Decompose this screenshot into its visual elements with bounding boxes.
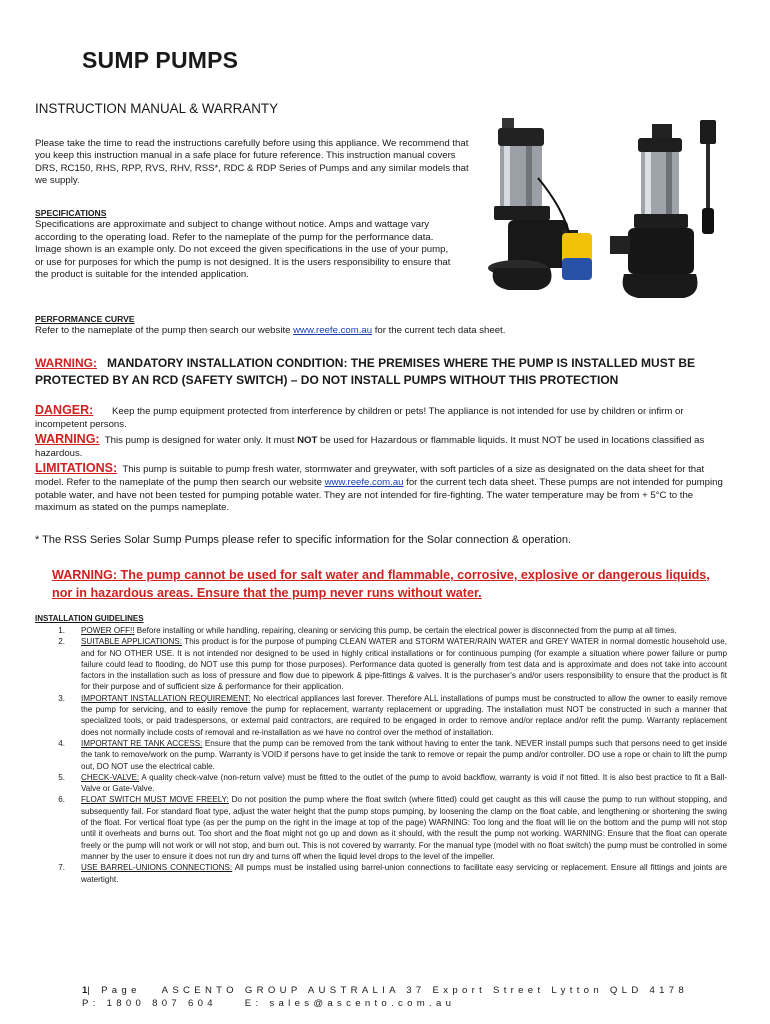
footer-email: E: sales@ascento.com.au	[244, 998, 456, 1009]
water-warning-text-after: be used for Hazardous or flammable liquids. It must NOT be used in locations classified as hazardous.	[35, 435, 705, 459]
installation-item-number: 6.	[58, 795, 65, 805]
installation-list	[35, 625, 727, 885]
performance-text	[35, 325, 735, 337]
salt-water-warning: WARNING: The pump cannot be used for salt water and flammable, corrosive, explosive or dangerous liquids, nor in hazardous areas. Ensure that the pump never runs without water.	[52, 568, 710, 600]
installation-item-text: No electrical appliances last forever. Therefore ALL installations of pumps must be constructed to allow the owner to easily remove the pump for servicing, and to easily remove the pump for replacement, warranty replacement or upgrading. The installation must NOT be constructed in such a manner that specialized tools, or paid tradespersons, or external paid contractors, are required to be engaged in order to remove and/or replace and/or refit the pump. Warranty replacement does not normally include costs of removal and re-installation as we have no control over the method of installation.	[81, 693, 727, 737]
water-only-warning	[35, 433, 730, 461]
footer-phone: P: 1800 807 604	[82, 998, 217, 1009]
intro-paragraph: Please take the time to read the instructions carefully before using this appliance. We recommend that you keep this instruction manual in a safe place for future reference. This instruction manual covers DRS, RC150, RHS, RPP, RVS, RHV, RSS*, RDC & RDP Series of Pumps and any similar models that we supply.	[35, 138, 469, 187]
installation-item-number: 3.	[58, 693, 65, 703]
installation-item-title: IMPORTANT RE TANK ACCESS:	[81, 738, 203, 748]
installation-item-title: USE BARREL-UNIONS CONNECTIONS:	[81, 863, 233, 873]
installation-item	[35, 693, 727, 738]
danger-label: DANGER:	[35, 403, 94, 417]
installation-item-number: 7.	[58, 863, 65, 873]
installation-item-number: 1.	[58, 626, 65, 635]
limitations-notice	[35, 462, 730, 515]
water-warning-label: WARNING:	[35, 432, 100, 446]
installation-item	[35, 794, 727, 862]
left-pump-illustration	[488, 118, 592, 290]
installation-item	[35, 636, 727, 692]
danger-text: Keep the pump equipment protected from interference by children or pets! The appliance is not intended for use by children or infirm or incompetent persons.	[35, 406, 684, 430]
performance-text-before: Refer to the nameplate of the pump then search our website	[35, 325, 294, 337]
installation-item-number: 2.	[58, 637, 65, 647]
footer-line-2	[82, 997, 688, 1010]
mandatory-warning	[35, 355, 735, 389]
installation-item-title: POWER OFF!!	[81, 626, 135, 635]
installation-item-title: CHECK-VALVE:	[81, 772, 140, 782]
installation-item-text: This product is for the purpose of pumping CLEAN WATER and STORM WATER/RAIN WATER and GREY WATER in normal domestic household use, and for NO OTHER USE. It is not intended nor designed to be used in highly critical installations or for continuous pumping (for example a situation where power failure or pump failure could lead to flooding, do NOT use this pump for those purposes). Performance data quoted is generally from test data and is approximate and does not take into account factors in the installation such as loss of pressure and flow due to pipework & pipe-fittings & valves. It is the purchaser’s and/or users responsibility to ensure that the product is fit for their purpose and of sufficient size & performance for their application.	[81, 637, 728, 692]
footer-company: ASCENTO GROUP AUSTRALIA 37 Export Street Lytton QLD 4178	[161, 985, 689, 996]
page-subtitle: INSTRUCTION MANUAL & WARRANTY	[35, 101, 279, 116]
installation-item-text: A quality check-valve (non-return valve) must be fitted to the outlet of the pump to avoid backflow, warranty is void if not fitted. It is also best practice to fit a Ball-Valve or Gate-Valve.	[81, 772, 727, 794]
performance-heading: PERFORMANCE CURVE	[35, 314, 135, 324]
installation-item-number: 5.	[58, 772, 65, 782]
installation-item	[35, 772, 727, 795]
page-footer	[82, 984, 688, 1010]
specifications-heading: SPECIFICATIONS	[35, 208, 107, 218]
performance-section	[35, 313, 735, 338]
footer-line-1	[82, 984, 688, 997]
danger-notice	[35, 404, 730, 432]
pump-product-image	[478, 118, 728, 308]
installation-item-text: Ensure that the pump can be removed from the tank without having to enter the tank. NEVER install pumps such that persons need to get inside the tank to remove/work on the pump. Warranty is VOID if persons have to get inside the tank to remove or repair the pump and/or controller. DO use a rope or chain to lift the pump out, DO NOT use the electrical cable.	[81, 738, 728, 771]
limitations-website-link[interactable]: www.reefe.com.au	[324, 476, 404, 488]
specifications-text: Specifications are approximate and subject to change without notice. Amps and wattage vary according to the operating load. Refer to the nameplate of the pump for the performance data. Image shown is an example only. Do not exceed the given specifications in the use of your pump, or use for purposes for which the pump is not designed. It is the users responsibility to ensure that the product is suitable for the intended application.	[35, 219, 451, 281]
right-pump-illustration	[610, 120, 716, 298]
specifications-section	[35, 207, 455, 281]
installation-heading: INSTALLATION GUIDELINES	[35, 614, 144, 623]
limitations-text-before: This pump is suitable to pump fresh water, stormwater and greywater, with soft particles of a size as designated on the data sheet for that model. Refer to the nameplate of the pump then search our website	[35, 464, 705, 488]
installation-item-title: SUITABLE APPLICATIONS:	[81, 637, 183, 647]
page-title: SUMP PUMPS	[82, 47, 239, 73]
installation-item-text: Do not position the pump where the float switch (where fitted) could get caught as this will cause the pump to run without stopping, and subsequently fail. For standard float type, adjust the water height that the pump stops pumping, by loosening the clamp on the float cable, and lengthening or shortening the swing of the float. For vertical float type (as per the pump on the right in the image at top of the page) WARNING: Too long and the float will lie on the bottom and the pump will not stop until it overheats and burns out. Too short and the float might not go up and down as it should, with the result the pump not working. WARNING: Ensure that the float can operate freely or the pump will not work or will not stop, and burn out. This is not covered by warranty. For the manual type (model with no float switch) the pump must be controlled in some manner by the user to ensure it does not run dry and turns off when the liquid level drops to the level of the impeller.	[81, 795, 727, 861]
installation-item-text: All pumps must be installed using barrel-union connections to facilitate easy servicing or replacement. Ensure all fittings and joints are watertight.	[81, 863, 727, 884]
water-warning-text-before: This pump is designed for water only. It must	[104, 435, 298, 446]
installation-item-text: Before installing or while handling, repairing, cleaning or servicing this pump, be certain the electrical power is disconnected from the pump at all times.	[134, 626, 677, 635]
installation-item	[35, 625, 727, 636]
installation-item	[35, 862, 727, 885]
installation-item-title: IMPORTANT INSTALLATION REQUIREMENT:	[81, 693, 251, 703]
mandatory-warning-label: WARNING:	[35, 356, 97, 370]
water-warning-bold: NOT	[297, 435, 318, 446]
footer-page-word: | Page	[87, 985, 141, 996]
footer-page-number: 1	[82, 985, 88, 996]
installation-item	[35, 738, 727, 772]
website-link[interactable]: www.reefe.com.au	[293, 325, 373, 337]
rss-note: * The RSS Series Solar Sump Pumps please refer to specific information for the Solar connection & operation.	[35, 534, 572, 546]
limitations-text-after: for the current tech data sheet. These pumps are not intended for pumping potable water, and have not been tested for pumping potable water. They are not intended for fire-fighting. The water temperature may be from + 5°C to the maximum as stated on the pumps nameplate.	[35, 476, 723, 514]
installation-item-title: FLOAT SWITCH MUST MOVE FREELY:	[81, 795, 229, 805]
mandatory-warning-text: MANDATORY INSTALLATION CONDITION: THE PREMISES WHERE THE PUMP IS INSTALLED MUST BE PROTECTED BY AN RCD (SAFETY SWITCH) – DO NOT INSTALL PUMPS WITHOUT THIS PROTECTION	[35, 356, 696, 387]
limitations-label: LIMITATIONS:	[35, 461, 118, 475]
performance-text-after: for the current tech data sheet.	[372, 325, 506, 337]
installation-item-number: 4.	[58, 738, 65, 748]
